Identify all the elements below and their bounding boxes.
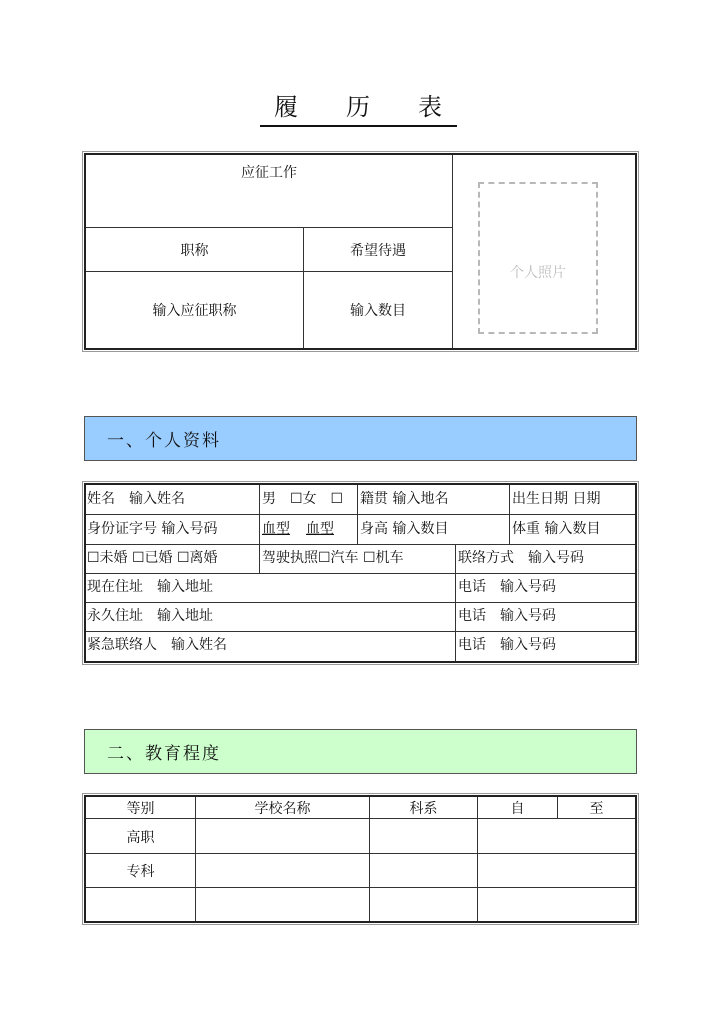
- expected-salary-input[interactable]: 输入数目: [350, 303, 406, 319]
- divider: [452, 155, 453, 348]
- period-input[interactable]: [478, 819, 635, 853]
- permanent-address-field[interactable]: 永久住址 输入地址: [87, 608, 213, 624]
- marital-status-checkboxes[interactable]: ☐未婚 ☐已婚 ☐离婚: [87, 550, 218, 566]
- driver-license-checkboxes[interactable]: 驾驶执照☐汽车 ☐机车: [262, 550, 404, 566]
- job-title-label: 职称: [180, 242, 209, 259]
- contact-field[interactable]: 联络方式 输入号码: [458, 550, 584, 566]
- expected-salary-label: 希望待遇: [350, 242, 406, 259]
- page-title: [260, 92, 456, 126]
- header-to: 至: [589, 801, 604, 817]
- section-personal-info-header: [84, 416, 637, 461]
- title-char: 表: [418, 93, 442, 121]
- school-input[interactable]: [196, 854, 369, 887]
- job-title-input[interactable]: 输入应征职称: [152, 303, 237, 319]
- header-department: 科系: [409, 801, 438, 817]
- title-char: 历: [346, 93, 370, 121]
- divider: [455, 544, 456, 661]
- emergency-contact-field[interactable]: 紧急联络人 输入姓名: [87, 637, 227, 653]
- department-input[interactable]: [370, 888, 477, 921]
- school-input[interactable]: [196, 819, 369, 853]
- current-phone-field[interactable]: 电话 输入号码: [458, 579, 556, 595]
- period-input[interactable]: [478, 854, 635, 887]
- level-cell: 高职: [126, 830, 155, 846]
- name-field[interactable]: 姓名 输入姓名: [87, 491, 185, 507]
- permanent-phone-field[interactable]: 电话 输入号码: [458, 608, 556, 624]
- divider: [259, 485, 260, 573]
- header-from: 自: [510, 801, 525, 817]
- header-level: 等别: [126, 801, 155, 817]
- emergency-phone-field[interactable]: 电话 输入号码: [458, 637, 556, 653]
- photo-placeholder[interactable]: [478, 182, 598, 334]
- blood-type-label: 血型: [262, 521, 290, 537]
- height-field[interactable]: 身高 输入数目: [360, 521, 449, 537]
- education-table: [84, 795, 637, 923]
- title-char: 履: [274, 93, 298, 121]
- section-heading: 一、个人资料: [107, 431, 221, 451]
- section-heading: 二、教育程度: [107, 744, 221, 764]
- header-school: 学校名称: [254, 801, 311, 817]
- origin-field[interactable]: 籍贯 输入地名: [360, 491, 449, 507]
- id-number-field[interactable]: 身份证字号 输入号码: [87, 521, 218, 537]
- current-address-field[interactable]: 现在住址 输入地址: [87, 579, 213, 595]
- level-cell: 专科: [126, 864, 155, 880]
- blood-type-field[interactable]: 血型: [306, 521, 334, 537]
- personal-info-table: [84, 483, 637, 663]
- birth-date-field[interactable]: 出生日期 日期: [512, 491, 601, 507]
- photo-placeholder-label: 个人照片: [510, 265, 566, 281]
- section-education-header: [84, 729, 637, 774]
- divider: [357, 485, 358, 544]
- title-underline: [260, 125, 457, 127]
- department-input[interactable]: [370, 854, 477, 887]
- school-input[interactable]: [196, 888, 369, 921]
- weight-field[interactable]: 体重 输入数目: [512, 521, 601, 537]
- gender-checkboxes[interactable]: 男 ☐女 ☐: [262, 491, 344, 507]
- department-input[interactable]: [370, 819, 477, 853]
- position-label: 应征工作: [241, 165, 297, 181]
- divider: [509, 485, 510, 544]
- period-input[interactable]: [478, 888, 635, 921]
